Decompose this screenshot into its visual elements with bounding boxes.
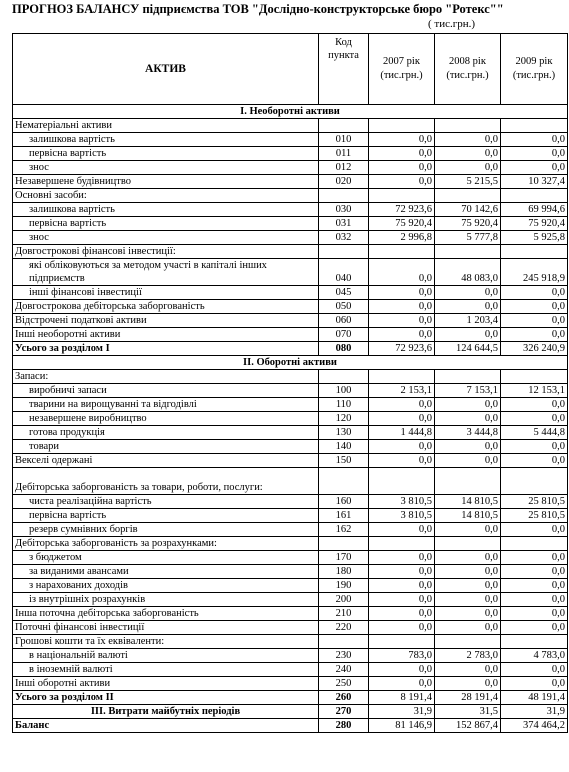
table-row — [13, 398, 568, 412]
value-2008: 0,0 — [435, 663, 501, 677]
table-row — [13, 370, 568, 384]
value-2009: 0,0 — [501, 523, 568, 537]
table-row — [13, 635, 568, 649]
table-row — [13, 314, 568, 328]
row-name: Усього за розділом II — [13, 691, 319, 705]
value-2009: 31,9 — [501, 705, 568, 719]
value-2008: 0,0 — [435, 286, 501, 300]
table-row — [13, 231, 568, 245]
row-name: Інша поточна дебіторська заборгованість — [13, 607, 319, 621]
value-2007: 0,0 — [369, 565, 435, 579]
header-aktiv: АКТИВ — [13, 34, 319, 105]
value-2008 — [435, 189, 501, 203]
table-row — [13, 189, 568, 203]
value-2009: 0,0 — [501, 621, 568, 635]
header-code — [319, 34, 369, 105]
row-code: 160 — [319, 495, 369, 509]
row-name: тварини на вирощуванні та відгодівлі — [13, 398, 319, 412]
value-2007: 72 923,6 — [369, 342, 435, 356]
value-2009: 25 810,5 — [501, 495, 568, 509]
value-2009: 12 153,1 — [501, 384, 568, 398]
header-2008-text: 2008 рік (тис.грн.) — [446, 56, 489, 81]
row-code: 032 — [319, 231, 369, 245]
row-name: в іноземній валюті — [13, 663, 319, 677]
value-2008 — [435, 635, 501, 649]
row-name: Незавершене будівництво — [13, 175, 319, 189]
table-row — [13, 133, 568, 147]
value-2009: 5 925,8 — [501, 231, 568, 245]
value-2008: 0,0 — [435, 300, 501, 314]
value-2007: 0,0 — [369, 440, 435, 454]
table-row — [13, 161, 568, 175]
value-2007: 0,0 — [369, 133, 435, 147]
value-2008: 0,0 — [435, 412, 501, 426]
value-2007: 0,0 — [369, 523, 435, 537]
value-2007: 8 191,4 — [369, 691, 435, 705]
section-title: І. Необоротні активи — [13, 105, 568, 119]
table-header-row — [13, 34, 568, 105]
table-row — [13, 523, 568, 537]
row-code: 230 — [319, 649, 369, 663]
value-2007: 2 996,8 — [369, 231, 435, 245]
value-2008 — [435, 119, 501, 133]
value-2007: 3 810,5 — [369, 495, 435, 509]
row-code: 100 — [319, 384, 369, 398]
value-2007: 0,0 — [369, 551, 435, 565]
value-2007 — [369, 119, 435, 133]
row-code: 250 — [319, 677, 369, 691]
value-2009: 0,0 — [501, 398, 568, 412]
value-2009 — [501, 370, 568, 384]
row-name: незавершене виробництво — [13, 412, 319, 426]
value-2009: 4 783,0 — [501, 649, 568, 663]
section-row — [13, 105, 568, 119]
value-2009: 0,0 — [501, 133, 568, 147]
value-2007: 72 923,6 — [369, 203, 435, 217]
table-row — [13, 203, 568, 217]
row-name: первісна вартість — [13, 217, 319, 231]
table-row — [13, 119, 568, 133]
value-2007 — [369, 189, 435, 203]
table-row — [13, 579, 568, 593]
value-2009: 0,0 — [501, 677, 568, 691]
value-2009: 0,0 — [501, 593, 568, 607]
header-2009-text: 2009 рік (тис.грн.) — [512, 56, 556, 81]
row-code: 011 — [319, 147, 369, 161]
row-code: 040 — [319, 259, 369, 286]
value-2009: 0,0 — [501, 454, 568, 468]
value-2009 — [501, 189, 568, 203]
value-2008: 0,0 — [435, 398, 501, 412]
row-code: 260 — [319, 691, 369, 705]
row-name: залишкова вартість — [13, 133, 319, 147]
row-name: резерв сумнівних боргів — [13, 523, 319, 537]
value-2009: 0,0 — [501, 314, 568, 328]
header-2007-text: 2007 рік (тис.грн.) — [380, 56, 423, 81]
value-2008: 152 867,4 — [435, 719, 501, 733]
value-2007: 0,0 — [369, 607, 435, 621]
value-2007 — [369, 245, 435, 259]
section-title: ІІ. Оборотні активи — [13, 356, 568, 370]
value-2008: 0,0 — [435, 579, 501, 593]
row-name: Інші необоротні активи — [13, 328, 319, 342]
row-code: 031 — [319, 217, 369, 231]
table-row — [13, 440, 568, 454]
value-2009: 5 444,8 — [501, 426, 568, 440]
table-row — [13, 286, 568, 300]
row-code — [319, 635, 369, 649]
value-2009: 326 240,9 — [501, 342, 568, 356]
value-2008: 124 644,5 — [435, 342, 501, 356]
header-2009 — [501, 34, 568, 105]
table-row — [13, 147, 568, 161]
value-2009: 0,0 — [501, 300, 568, 314]
row-code — [319, 537, 369, 551]
table-row — [13, 412, 568, 426]
table-row — [13, 468, 568, 495]
value-2008: 0,0 — [435, 147, 501, 161]
value-2008: 0,0 — [435, 621, 501, 635]
unit-label: ( тис.грн.) — [428, 18, 476, 30]
row-code: 220 — [319, 621, 369, 635]
row-code: 120 — [319, 412, 369, 426]
row-code: 150 — [319, 454, 369, 468]
value-2009: 374 464,2 — [501, 719, 568, 733]
row-name: Довгострокові фінансові інвестиції: — [13, 245, 319, 259]
table-row — [13, 454, 568, 468]
value-2009 — [501, 635, 568, 649]
row-code: 140 — [319, 440, 369, 454]
value-2009: 0,0 — [501, 579, 568, 593]
table-row — [13, 663, 568, 677]
value-2007: 0,0 — [369, 412, 435, 426]
row-name: чиста реалізаційна вартість — [13, 495, 319, 509]
value-2008: 3 444,8 — [435, 426, 501, 440]
value-2007: 0,0 — [369, 286, 435, 300]
table-row — [13, 705, 568, 719]
row-code: 240 — [319, 663, 369, 677]
row-name: первісна вартість — [13, 147, 319, 161]
value-2007: 0,0 — [369, 398, 435, 412]
row-code: 162 — [319, 523, 369, 537]
table-row — [13, 384, 568, 398]
value-2009: 75 920,4 — [501, 217, 568, 231]
row-name: Векселі одержані — [13, 454, 319, 468]
value-2007: 3 810,5 — [369, 509, 435, 523]
value-2007: 0,0 — [369, 454, 435, 468]
value-2008: 0,0 — [435, 593, 501, 607]
value-2008: 0,0 — [435, 523, 501, 537]
value-2008: 2 783,0 — [435, 649, 501, 663]
value-2007: 0,0 — [369, 259, 435, 286]
row-name: Основні засоби: — [13, 189, 319, 203]
value-2008: 70 142,6 — [435, 203, 501, 217]
row-code: 200 — [319, 593, 369, 607]
table-row — [13, 537, 568, 551]
value-2008: 48 083,0 — [435, 259, 501, 286]
value-2008: 14 810,5 — [435, 509, 501, 523]
value-2007: 0,0 — [369, 677, 435, 691]
row-code: 110 — [319, 398, 369, 412]
value-2009 — [501, 537, 568, 551]
table-row — [13, 342, 568, 356]
value-2007: 81 146,9 — [369, 719, 435, 733]
value-2009: 0,0 — [501, 565, 568, 579]
value-2007: 783,0 — [369, 649, 435, 663]
value-2009: 0,0 — [501, 147, 568, 161]
value-2007: 0,0 — [369, 175, 435, 189]
table-row — [13, 245, 568, 259]
value-2008 — [435, 245, 501, 259]
table-row — [13, 259, 568, 286]
value-2007: 0,0 — [369, 579, 435, 593]
value-2007 — [369, 370, 435, 384]
row-name: інші фінансові інвестиції — [13, 286, 319, 300]
value-2008: 31,5 — [435, 705, 501, 719]
table-row — [13, 495, 568, 509]
value-2008 — [435, 370, 501, 384]
value-2008: 0,0 — [435, 454, 501, 468]
row-code: 070 — [319, 328, 369, 342]
row-name: виробничі запаси — [13, 384, 319, 398]
row-code — [319, 189, 369, 203]
row-name: Запаси: — [13, 370, 319, 384]
row-name: первісна вартість — [13, 509, 319, 523]
value-2008: 5 777,8 — [435, 231, 501, 245]
table-row — [13, 328, 568, 342]
balance-table — [12, 33, 568, 733]
table-row — [13, 509, 568, 523]
value-2007: 0,0 — [369, 663, 435, 677]
table-row — [13, 300, 568, 314]
row-name: Поточні фінансові інвестиції — [13, 621, 319, 635]
value-2007: 0,0 — [369, 161, 435, 175]
value-2007: 0,0 — [369, 314, 435, 328]
row-name: Відстрочені податкові активи — [13, 314, 319, 328]
row-code: 180 — [319, 565, 369, 579]
value-2008: 5 215,5 — [435, 175, 501, 189]
value-2008: 0,0 — [435, 565, 501, 579]
row-code — [319, 468, 369, 495]
table-row — [13, 551, 568, 565]
value-2008: 14 810,5 — [435, 495, 501, 509]
value-2009 — [501, 119, 568, 133]
value-2009: 48 191,4 — [501, 691, 568, 705]
value-2007: 75 920,4 — [369, 217, 435, 231]
value-2007: 31,9 — [369, 705, 435, 719]
row-name: Дебіторська заборгованість за товари, роботи, послуги: — [13, 468, 319, 495]
row-code: 012 — [319, 161, 369, 175]
row-code: 170 — [319, 551, 369, 565]
row-code: 020 — [319, 175, 369, 189]
row-code: 080 — [319, 342, 369, 356]
row-code — [319, 245, 369, 259]
row-code: 060 — [319, 314, 369, 328]
row-code: 161 — [319, 509, 369, 523]
table-row — [13, 593, 568, 607]
table-row — [13, 691, 568, 705]
value-2008: 0,0 — [435, 440, 501, 454]
value-2009 — [501, 468, 568, 495]
value-2009: 245 918,9 — [501, 259, 568, 286]
row-code: 050 — [319, 300, 369, 314]
row-name: Грошові кошти та їх еквіваленти: — [13, 635, 319, 649]
row-name: товари — [13, 440, 319, 454]
table-row — [13, 565, 568, 579]
row-code — [319, 119, 369, 133]
row-name: із внутрішніх розрахунків — [13, 593, 319, 607]
value-2009: 0,0 — [501, 440, 568, 454]
value-2007 — [369, 537, 435, 551]
value-2009: 10 327,4 — [501, 175, 568, 189]
value-2007: 0,0 — [369, 593, 435, 607]
header-2007 — [369, 34, 435, 105]
value-2009: 0,0 — [501, 328, 568, 342]
value-2008: 0,0 — [435, 607, 501, 621]
row-code: 030 — [319, 203, 369, 217]
value-2008: 1 203,4 — [435, 314, 501, 328]
row-name: з бюджетом — [13, 551, 319, 565]
table-row — [13, 217, 568, 231]
value-2009: 0,0 — [501, 286, 568, 300]
value-2007: 0,0 — [369, 300, 435, 314]
row-name: III. Витрати майбутніх періодів — [13, 705, 319, 719]
value-2008: 75 920,4 — [435, 217, 501, 231]
value-2007 — [369, 635, 435, 649]
row-name: готова продукція — [13, 426, 319, 440]
value-2009: 0,0 — [501, 607, 568, 621]
section-row — [13, 356, 568, 370]
value-2008 — [435, 468, 501, 495]
value-2007: 1 444,8 — [369, 426, 435, 440]
row-name: з нарахованих доходів — [13, 579, 319, 593]
value-2007: 2 153,1 — [369, 384, 435, 398]
row-code: 210 — [319, 607, 369, 621]
row-name: знос — [13, 161, 319, 175]
value-2008: 0,0 — [435, 133, 501, 147]
table-body — [13, 105, 568, 733]
row-code: 190 — [319, 579, 369, 593]
row-name: Баланс — [13, 719, 319, 733]
value-2008: 0,0 — [435, 677, 501, 691]
value-2007: 0,0 — [369, 147, 435, 161]
row-name: Дебіторська заборгованість за розрахунками: — [13, 537, 319, 551]
value-2009: 0,0 — [501, 412, 568, 426]
value-2008: 0,0 — [435, 551, 501, 565]
header-code-text: Код пункта — [328, 37, 359, 61]
row-name: Довгострокова дебіторська заборгованість — [13, 300, 319, 314]
row-code: 130 — [319, 426, 369, 440]
table-row — [13, 607, 568, 621]
table-row — [13, 621, 568, 635]
value-2009: 69 994,6 — [501, 203, 568, 217]
row-code: 270 — [319, 705, 369, 719]
row-name: в національній валюті — [13, 649, 319, 663]
row-code — [319, 370, 369, 384]
table-row — [13, 426, 568, 440]
row-name: Усього за розділом I — [13, 342, 319, 356]
value-2009: 25 810,5 — [501, 509, 568, 523]
value-2008: 0,0 — [435, 161, 501, 175]
row-code: 010 — [319, 133, 369, 147]
row-name: залишкова вартість — [13, 203, 319, 217]
header-2008 — [435, 34, 501, 105]
row-name: за виданими авансами — [13, 565, 319, 579]
value-2009: 0,0 — [501, 663, 568, 677]
value-2009: 0,0 — [501, 551, 568, 565]
row-name: які обліковуються за методом участі в капіталі інших підприємств — [13, 259, 319, 286]
value-2007: 0,0 — [369, 328, 435, 342]
value-2008 — [435, 537, 501, 551]
value-2008: 0,0 — [435, 328, 501, 342]
value-2007: 0,0 — [369, 621, 435, 635]
row-code: 280 — [319, 719, 369, 733]
row-code: 045 — [319, 286, 369, 300]
table-row — [13, 677, 568, 691]
value-2009 — [501, 245, 568, 259]
table-row — [13, 175, 568, 189]
row-name: знос — [13, 231, 319, 245]
table-row — [13, 719, 568, 733]
value-2007 — [369, 468, 435, 495]
table-row — [13, 649, 568, 663]
row-name: Нематеріальні активи — [13, 119, 319, 133]
page-title: ПРОГНОЗ БАЛАНСУ підприємства ТОВ "Дослідно-конструкторське бюро "Ротекс"" — [12, 2, 504, 16]
row-name: Інші оборотні активи — [13, 677, 319, 691]
value-2009: 0,0 — [501, 161, 568, 175]
value-2008: 7 153,1 — [435, 384, 501, 398]
value-2008: 28 191,4 — [435, 691, 501, 705]
